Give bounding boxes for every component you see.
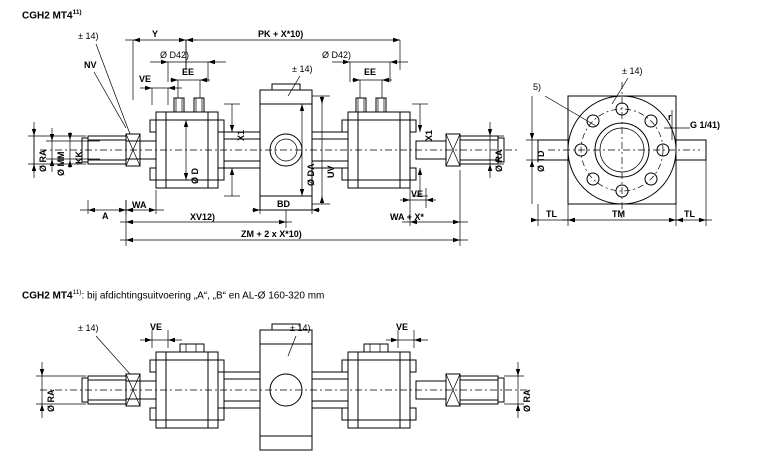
label-dim-xv: XV12) [190,212,216,222]
label-dim-zm: ZM + 2 x X*10) [241,229,302,239]
label-tol-14-left-b: ± 14) [78,323,99,333]
label-dim-tl-left: TL [546,209,557,219]
label-dim-ra-left-b: Ø RA [46,389,56,412]
label-dim-y: Y [152,29,159,39]
label-dim-ee-right: EE [364,67,377,77]
label-dim-x1-right: X1 [424,129,434,141]
label-dim-wa-left: WA [132,200,147,210]
label-dim-wa-x: WA + X* [390,212,424,222]
label-tol-14-flange: ± 14) [622,66,643,76]
label-dim-ve-left: VE [139,74,152,84]
label-dim-x1-left: X1 [236,129,246,141]
label-dim-uv: UV [326,165,336,178]
page-title-bottom: CGH2 MT4$^{11)}$: bij afdichtingsuitvoering „A“, „B“ en AL-Ø 160-320 mm [22,289,325,302]
label-dim-d4-left: Ø D42) [160,50,190,60]
page-title-top: CGH2 MT4$^{11)}$ [22,9,82,22]
label-dim-a: A [102,211,109,221]
label-dim-tl-right: TL [684,209,695,219]
label-note-5: 5) [533,82,542,92]
label-tol-14-left: ± 14) [78,31,99,41]
label-nv: NV [84,60,97,70]
label-dim-ee-left: EE [182,67,195,77]
label-dim-kk: KK [74,151,84,164]
label-dim-ra-right-b: Ø RA [522,389,532,412]
label-tol-14-mid: ± 14) [292,64,313,74]
label-dim-mm: Ø MM [56,151,66,176]
label-dim-d: Ø D [190,167,200,184]
label-dim-ve-right: VE [411,189,424,199]
label-dim-td: Ø TD [536,150,546,172]
label-tol-14-mid-b: ± 14) [290,323,311,333]
label-dim-pk-x: PK + X*10) [258,29,304,39]
label-dim-d4-right: Ø D42) [322,50,352,60]
label-dim-bd: BD [277,199,290,209]
label-dim-r: r [668,112,672,122]
label-thread-g14: G 1/41) [690,120,721,130]
label-dim-ve-right-b: VE [396,322,409,332]
label-dim-ra-left: Ø RA [38,149,48,172]
label-dim-ra-right: Ø RA [494,149,504,172]
label-dim-ve-left-b: VE [150,322,163,332]
label-dim-da: Ø DA [306,163,316,186]
label-dim-tm: TM [612,209,625,219]
